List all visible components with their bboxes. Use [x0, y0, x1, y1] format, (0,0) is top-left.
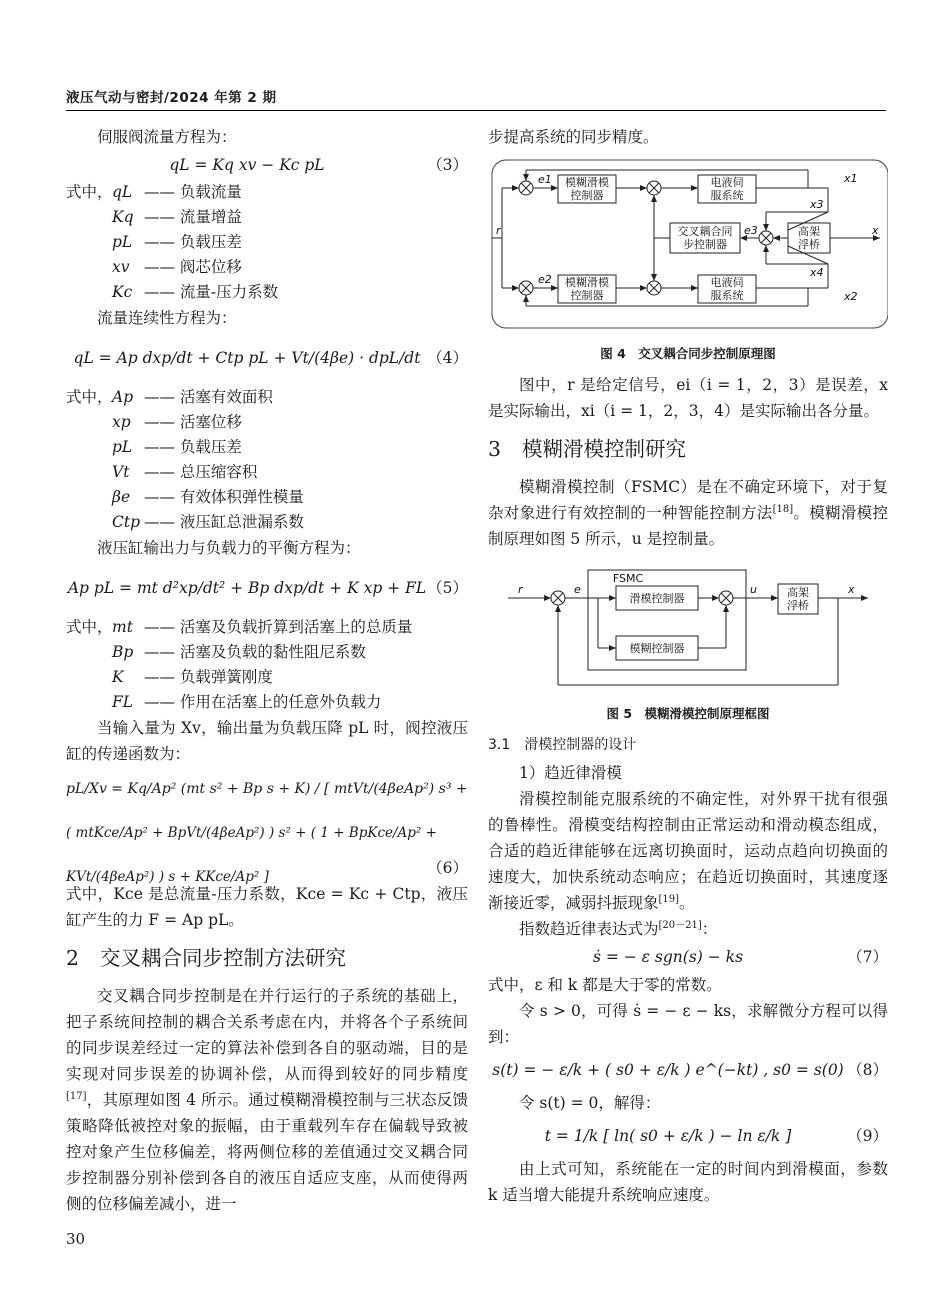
paragraph: 液压缸输出力与负载力的平衡方程为：: [97, 539, 361, 557]
definition-item: [66, 615, 468, 640]
definition-text: —— 负载压差: [144, 438, 242, 456]
definition-symbol: Vt: [112, 463, 130, 481]
box-bridge-line1: 高架: [798, 225, 820, 238]
definition-item: [66, 385, 468, 410]
signal-e2: e2: [538, 273, 552, 286]
section-heading-2: 2 交叉耦合同步控制方法研究: [66, 946, 346, 970]
paragraph: 式中，ε 和 k 都是大于零的常数。: [488, 976, 722, 994]
box-bridge-line1: 高架: [787, 586, 809, 599]
definition-symbol: pL: [112, 233, 133, 251]
equation-4: qL = Ap dxp/dt + Ctp pL + Vt/(4βe) · dpL/dt （4）: [73, 349, 468, 367]
definition-text: —— 负载压差: [144, 233, 242, 251]
signal-x: x: [848, 583, 855, 596]
signal-e3: e3: [744, 224, 758, 237]
definition-text: —— 活塞位移: [144, 413, 242, 431]
signal-x2: x2: [844, 290, 858, 303]
signal-e: e: [574, 583, 581, 596]
box-servo1-line1: 电液伺: [710, 176, 744, 189]
equation-7: ṡ = − ε sgn(s) − ks （7）: [592, 948, 888, 966]
subsection-heading: 3.1 滑模控制器的设计: [488, 737, 637, 753]
definition-symbol: mt: [112, 618, 133, 636]
where-label: 式中，: [66, 183, 113, 201]
definition-list: [66, 615, 468, 715]
equation-6-line2: ( mtKce/Ap² + BpVt/(4βeAp²) ) s² + ( 1 + BpKce/Ap² + KVt/(4βeAp²) ) s + KKce/Ap² ]: [66, 825, 437, 885]
definition-text: —— 流量-压力系数: [144, 283, 279, 301]
paragraph: 式中，Kce 是总流量-压力系数，Kce = Kc + Ctp，液压缸产生的力 F = Ap pL。: [66, 885, 468, 929]
paragraph: 伺服阀流量方程为：: [97, 128, 237, 146]
paragraph: 滑模控制能克服系统的不确定性，对外界干扰有很强的鲁棒性。滑模变结构控制由正常运动和滑动模态组成，合适的趋近律能够在远离切换面时，运动点趋向切换面的速度大，加快系统动态响应；在趋近切换面时，其速度逐渐接近零，减弱抖振现象[19]。: [488, 790, 888, 912]
box-ccs-line1: 交叉耦合同: [677, 225, 733, 238]
left-column: [66, 124, 468, 1217]
box-servo1-line2: 服系统: [710, 189, 744, 202]
definition-item: [66, 410, 468, 435]
definition-text: —— 负载流量: [144, 183, 242, 201]
signal-e1: e1: [538, 173, 552, 186]
definition-item: [66, 640, 468, 665]
equation-6-number: （6）: [427, 859, 468, 877]
paragraph: 图中，r 是给定信号，ei（i = 1，2，3）是误差，x 是实际输出，xi（i = 1，2，3，4）是实际输出各分量。: [488, 376, 888, 420]
signal-x: x: [872, 224, 879, 237]
section-heading-3: 3 模糊滑模控制研究: [488, 437, 686, 461]
definition-text: —— 总压缩容积: [144, 463, 258, 481]
equation-5: Ap pL = mt d²xp/dt² + Bp dxp/dt + K xp + FL （5）: [67, 579, 468, 597]
definition-item: [66, 510, 468, 535]
page-number: 30: [66, 1230, 86, 1248]
definition-text: —— 流量增益: [144, 208, 242, 226]
header-rule: [66, 110, 886, 111]
box-bridge-line2: 浮桥: [798, 238, 820, 251]
definition-text: —— 活塞及负载折算到活塞上的总质量: [144, 618, 413, 636]
definition-item: [66, 485, 468, 510]
definition-symbol: βe: [112, 488, 131, 506]
definition-symbol: K: [112, 668, 124, 686]
equation-8: s(t) = − ε/k + ( s0 + ε/k ) e^(−kt) , s0 = s(0) （8）: [492, 1061, 888, 1079]
signal-x4: x4: [810, 266, 824, 279]
definition-symbol: Ap: [112, 388, 134, 406]
definition-symbol: qL: [112, 183, 133, 201]
fsmc-label: FSMC: [612, 572, 644, 585]
definition-list: [66, 385, 468, 535]
list-item: 1）趋近律滑模: [519, 764, 622, 782]
definition-text: —— 液压缸总泄漏系数: [144, 513, 304, 531]
definition-symbol: Kq: [112, 208, 134, 226]
right-column: [488, 124, 888, 1208]
paragraph: 令 s > 0，可得 ṡ = − ε − ks，求解微分方程可以得到：: [488, 1002, 888, 1046]
definition-text: —— 负载弹簧刚度: [144, 668, 273, 686]
figure-4-diagram: [488, 150, 888, 340]
paragraph: 步提高系统的同步精度。: [488, 128, 659, 146]
paragraph: 当输入量为 Xv，输出量为负载压降 pL 时，阀控液压缸的传递函数为：: [66, 719, 468, 763]
definition-list: [66, 180, 468, 305]
definition-item: [66, 690, 468, 715]
box-bridge-line2: 浮桥: [787, 599, 809, 612]
signal-u: u: [750, 583, 757, 596]
definition-item: [66, 280, 468, 305]
equation-3: qL = Kq xv − Kc pL （3）: [169, 156, 468, 174]
definition-symbol: Ctp: [112, 513, 141, 531]
definition-item: [66, 435, 468, 460]
signal-x3: x3: [810, 198, 824, 211]
figure-5-diagram: [488, 560, 888, 700]
definition-item: [66, 255, 468, 280]
equation-9: t = 1/k [ ln( s0 + ε/k ) − ln ε/k ] （9）: [544, 1127, 888, 1145]
box-fsm2-line1: 模糊滑模: [565, 276, 609, 289]
paragraph: 令 s(t) = 0，解得：: [519, 1094, 661, 1112]
running-header: 液压气动与密封/2024 年第 2 期: [66, 90, 277, 106]
figure-5-caption: 图 5 模糊滑模控制原理框图: [606, 706, 770, 721]
definition-symbol: xp: [112, 413, 131, 431]
definition-item: [66, 230, 468, 255]
definition-item: [66, 180, 468, 205]
definition-symbol: Kc: [112, 283, 133, 301]
definition-text: —— 有效体积弹性模量: [144, 488, 304, 506]
figure-4-caption: 图 4 交叉耦合同步控制原理图: [600, 346, 776, 361]
definition-symbol: pL: [112, 438, 133, 456]
box-fsm1-line2: 控制器: [570, 189, 604, 202]
definition-item: [66, 205, 468, 230]
definition-symbol: FL: [112, 693, 134, 711]
signal-x1: x1: [844, 172, 858, 185]
box-servo2-line2: 服系统: [710, 289, 744, 302]
box-servo2-line1: 电液伺: [710, 276, 744, 289]
box-fc: 模糊控制器: [629, 642, 685, 655]
where-label: 式中，: [66, 388, 113, 406]
where-label: 式中，: [66, 618, 113, 636]
box-fsm2-line2: 控制器: [570, 289, 604, 302]
box-smc: 滑模控制器: [629, 592, 685, 605]
definition-text: —— 活塞有效面积: [144, 388, 273, 406]
paragraph: 流量连续性方程为：: [97, 309, 237, 327]
definition-item: [66, 460, 468, 485]
paragraph: 交叉耦合同步控制是在并行运行的子系统的基础上，把子系统间控制的耦合关系考虑在内，并将各个子系统间的同步误差经过一定的算法补偿到各自的驱动端，目的是实现对同步误差的协调补偿，从而得到较好的同步精度[17]，其原理如图 4 所示。通过模糊滑模控制与三状态反馈策略降低被控对象的振幅，由于重载列车存在偏载导致被控对象产生位移偏差，将两侧位移的差值通过交叉耦合同步控制器分别补偿到各自的液压自适应支座，从而使得两侧的位移偏差减小，进一: [66, 987, 468, 1213]
definition-symbol: Bp: [112, 643, 134, 661]
box-fsm1-line1: 模糊滑模: [565, 176, 609, 189]
signal-r: r: [496, 224, 501, 237]
paragraph: 指数趋近律表达式为[20－21]：: [519, 919, 718, 938]
equation-6-line1: pL/Xv = Kq/Ap² (mt s² + Bp s + K) / [ mtVt/(4βeAp²) s³ +: [66, 781, 468, 797]
definition-symbol: xv: [112, 258, 130, 276]
signal-r: r: [518, 583, 523, 596]
definition-item: [66, 665, 468, 690]
box-ccs-line2: 步控制器: [683, 238, 727, 251]
paragraph: 模糊滑模控制（FSMC）是在不确定环境下，对于复杂对象进行有效控制的一种智能控制方法[18]。模糊滑模控制原理如图 5 所示，u 是控制量。: [488, 478, 888, 548]
definition-text: —— 活塞及负载的黏性阻尼系数: [144, 643, 366, 661]
definition-text: —— 阀芯位移: [144, 258, 242, 276]
definition-text: —— 作用在活塞上的任意外负载力: [144, 693, 382, 711]
paragraph: 由上式可知，系统能在一定的时间内到滑模面，参数 k 适当增大能提升系统响应速度。: [488, 1160, 888, 1204]
